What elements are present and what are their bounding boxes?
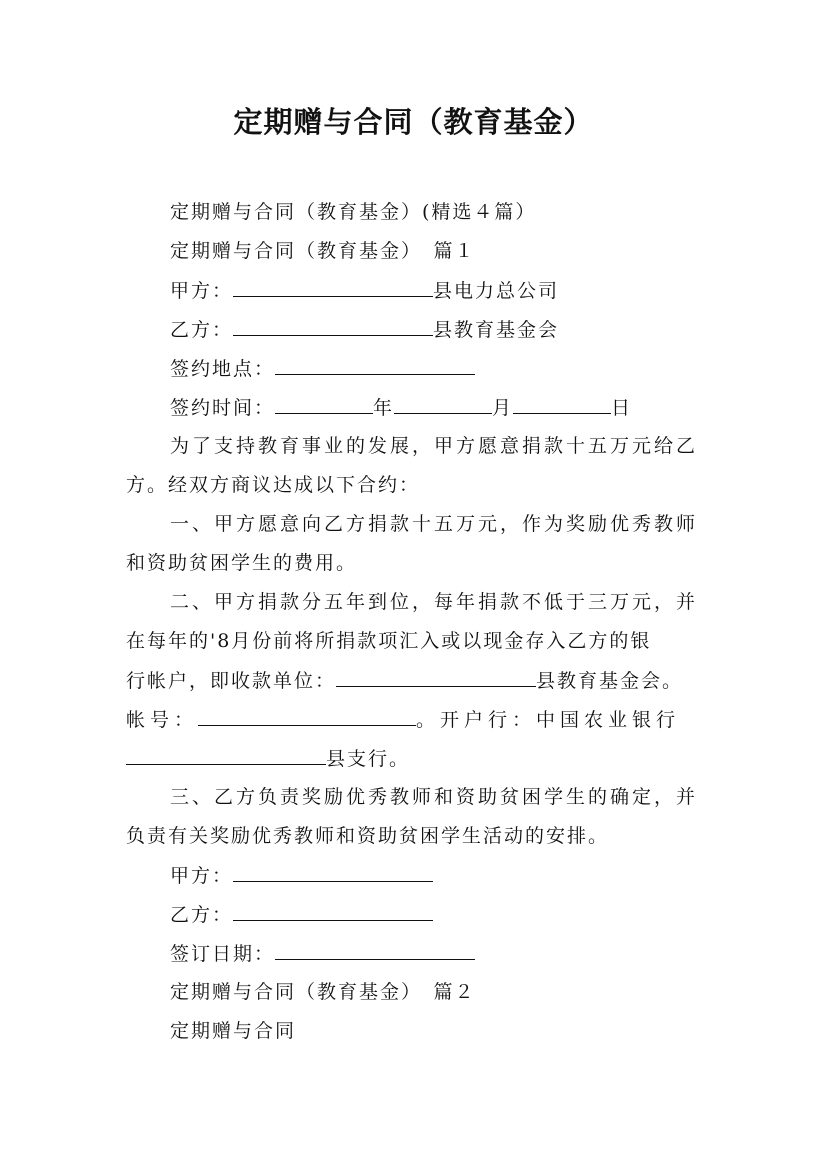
sign-time-label: 签约时间：: [170, 397, 276, 419]
signature-date-line: [170, 939, 475, 968]
clause-1-line-1: 一、甲方愿意向乙方捐款十五万元，作为奖励优秀教师: [170, 513, 699, 535]
document-title: 定期赠与合同（教育基金）: [233, 105, 594, 139]
sign-day-label: 日: [611, 397, 633, 419]
sign-month-label: 月: [492, 397, 514, 419]
signature-party-a-label: 甲方：: [170, 865, 234, 887]
account-line: [126, 705, 680, 734]
sign-month-blank: [394, 393, 492, 414]
party-b-label: 乙方：: [170, 319, 234, 341]
clause-3-line-2: 负责有关奖励优秀教师和资助贫困学生活动的安排。: [126, 825, 610, 847]
signature-party-a-blank: [233, 861, 433, 882]
party-b-name: 县教育基金会: [433, 319, 560, 341]
account-label: 帐号：: [126, 709, 199, 731]
document-subtitle: 定期赠与合同（教育基金）(精选４篇）: [170, 201, 537, 223]
sign-place-label: 签约地点：: [170, 358, 276, 380]
sign-place-line: [170, 354, 475, 383]
clause-3-line-1: 三、乙方负责奖励优秀教师和资助贫困学生的确定，并: [170, 786, 699, 808]
sign-day-blank: [513, 393, 611, 414]
intro-line-2: 方。经双方商议达成以下合约：: [126, 474, 421, 496]
account-bank: 。开户行：中国农业银行: [416, 709, 681, 731]
party-a-label: 甲方：: [170, 280, 234, 302]
signature-date-label: 签订日期：: [170, 943, 276, 965]
branch-blank: [126, 744, 326, 765]
clause-2-line-3: [126, 666, 683, 695]
clause-1-line-2: 和资助贫困学生的费用。: [126, 552, 358, 574]
party-a-name: 县电力总公司: [433, 280, 560, 302]
payee-blank: [336, 666, 536, 687]
intro-line-1: 为了支持教育事业的发展，甲方愿意捐款十五万元给乙: [170, 435, 699, 457]
section-2-first-line: 定期赠与合同: [170, 1020, 297, 1042]
signature-party-b-line: [170, 900, 433, 929]
party-b-line: [170, 315, 559, 344]
sign-place-blank: [275, 354, 475, 375]
branch-name: 县支行。: [326, 748, 411, 770]
account-blank: [198, 705, 416, 726]
signature-date-blank: [275, 939, 475, 960]
signature-party-b-label: 乙方：: [170, 904, 234, 926]
clause-2-line-2: 在每年的'8月份前将所捐款项汇入或以现金存入乙方的银: [126, 630, 652, 652]
payee-name: 县教育基金会。: [536, 670, 684, 692]
party-a-line: [170, 276, 559, 305]
signature-party-b-blank: [233, 900, 433, 921]
section-1-heading: 定期赠与合同（教育基金） 篇１: [170, 240, 476, 262]
clause-2-line-1: 二、甲方捐款分五年到位，每年捐款不低于三万元，并: [170, 591, 699, 613]
signature-party-a-line: [170, 861, 433, 890]
party-b-blank: [233, 315, 433, 336]
sign-time-line: [170, 393, 632, 422]
branch-line: [126, 744, 410, 773]
payee-label: 行帐户，即收款单位：: [126, 670, 337, 692]
party-a-blank: [233, 276, 433, 297]
sign-year-blank: [275, 393, 373, 414]
section-2-heading: 定期赠与合同（教育基金） 篇２: [170, 981, 476, 1003]
sign-year-label: 年: [373, 397, 395, 419]
